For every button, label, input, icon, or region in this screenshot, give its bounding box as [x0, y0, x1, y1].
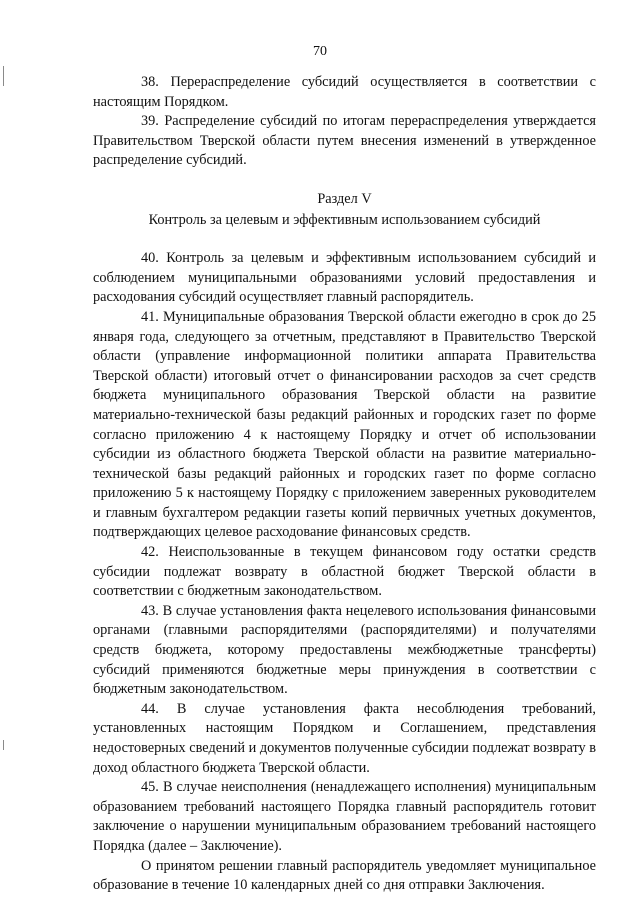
margin-mark: [3, 66, 4, 86]
document-body: [93, 73, 596, 896]
paragraph-41: 41. Муниципальные образования Тверской области ежегодно в срок до 25 января года, следующего за отчетным, представляют в Правительство Тверской области (управление информационной политики аппарата Правительства Тверской области) итоговый отчет о финансировании расходов за счет средств бюджета муниципального образования Тверской области на развитие материально-технической базы редакций районных и городских газет по форме согласно приложению 4 к настоящему Порядку и отчет об использовании субсидии из областного бюджета Тверской области на развитие материально-технической базы редакций районных и городских газет по форме согласно приложению 5 к настоящему Порядку с приложением заверенных руководителем и главным бухгалтером редакции газеты копий первичных учетных документов, подтверждающих целевое расходование финансовых средств.: [93, 308, 596, 541]
margin-mark: [3, 740, 4, 750]
paragraph-decision-notice: О принятом решении главный распорядитель уведомляет муниципальное образование в течение 10 календарных дней со дня отправки Заключения.: [93, 857, 596, 894]
section-label: Раздел V: [317, 190, 372, 207]
paragraph-42: 42. Неиспользованные в текущем финансовом году остатки средств субсидии подлежат возврату в областной бюджет Тверской области в соответствии с бюджетным законодательством.: [93, 544, 596, 600]
paragraph-45: 45. В случае неисполнения (ненадлежащего исполнения) муниципальным образованием требований настоящего Порядка главный распорядитель готовит заключение о нарушении муниципальным образованием требований настоящего Порядка (далее – Заключение).: [93, 779, 596, 854]
section-title: Контроль за целевым и эффективным использованием субсидий: [148, 211, 541, 228]
paragraph-40: 40. Контроль за целевым и эффективным использованием субсидий и соблюдением муниципальными образованиями условий предоставления и расходования субсидий осуществляет главный распорядитель.: [93, 250, 596, 306]
paragraph-44: 44. В случае установления факта несоблюдения требований, установленных настоящим Порядком и Соглашением, представления недостоверных сведений и документов полученные субсидии подлежат возврату в доход областного бюджета Тверской области.: [93, 700, 596, 776]
paragraph-43: 43. В случае установления факта нецелевого использования финансовыми органами (главными распорядителями (распорядителями) и получателями средств бюджета, которому предоставлены межбюджетные трансферты) субсидий применяются бюджетные меры принуждения в соответствии с бюджетным законодательством.: [93, 602, 596, 698]
paragraph-38: 38. Перераспределение субсидий осуществляется в соответствии с настоящим Порядком.: [93, 74, 596, 110]
paragraph-39: 39. Распределение субсидий по итогам перераспределения утверждается Правительством Тверской области путем внесения изменений в утвержденное распределение субсидий.: [93, 113, 596, 169]
page-number: 70: [313, 44, 327, 59]
